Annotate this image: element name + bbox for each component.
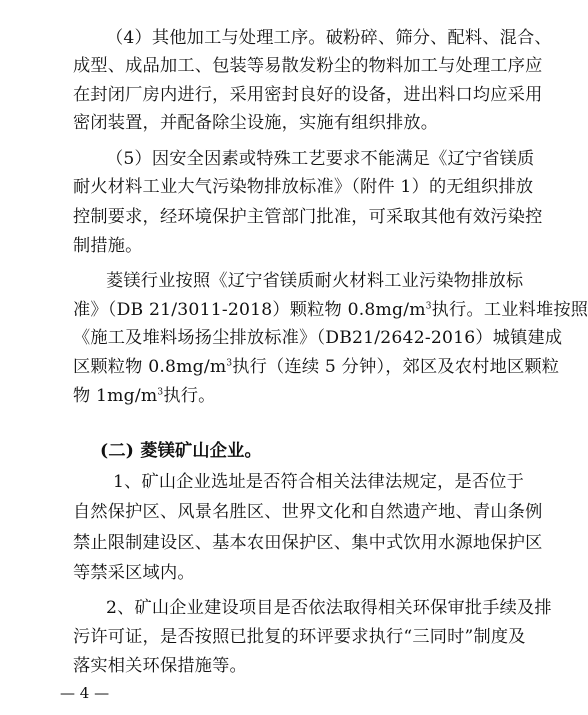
paragraph-5-line-1: （5）因安全因素或特殊工艺要求不能满足《辽宁省镁质 xyxy=(106,149,535,169)
item-1-line-2: 自然保护区、风景名胜区、世界文化和自然遗产地、青山条例 xyxy=(73,502,543,522)
paragraph-5-line-3: 控制要求，经环境保护主管部门批准，可采取其他有效污染控 xyxy=(73,207,543,227)
paragraph-5-line-4: 制措施。 xyxy=(73,236,143,256)
superscript-unit: 3 xyxy=(425,301,432,312)
line-text-a: 准》（DB 21/3011-2018）颗粒物 0.8mg/m xyxy=(73,300,426,320)
paragraph-magnesite-line-2 xyxy=(73,299,588,321)
item-1-line-3: 禁止限制建设区、基本农田保护区、集中式饮用水源地保护区 xyxy=(73,533,543,553)
paragraph-magnesite-line-5 xyxy=(73,385,216,407)
line-text-b: 执行。工业料堆按照 xyxy=(431,300,588,320)
paragraph-4-line-4: 密闭装置，并配备除尘设施，实施有组织排放。 xyxy=(73,113,439,133)
line-text-b: 执行。 xyxy=(163,386,216,406)
paragraph-4-line-2: 成型、成品加工、包装等易散发粉尘的物料加工与处理工序应 xyxy=(73,56,543,76)
superscript-unit: 3 xyxy=(157,387,164,398)
line-text-a: 区颗粒物 0.8mg/m xyxy=(73,357,227,377)
paragraph-4-line-3: 在封闭厂房内进行，采用密封良好的设备，进出料口均应采用 xyxy=(73,85,543,105)
paragraph-magnesite-line-1: 菱镁行业按照《辽宁省镁质耐火材料工业污染物排放标 xyxy=(106,271,524,291)
paragraph-5-line-2: 耐火材料工业大气污染物排放标准》（附件 1）的无组织排放 xyxy=(73,177,534,197)
line-text-b: 执行（连续 5 分钟），郊区及农村地区颗粒 xyxy=(232,357,560,377)
item-2-line-3: 落实相关环保措施等。 xyxy=(73,656,247,676)
item-1-line-1: 1、矿山企业选址是否符合相关法律法规定，是否位于 xyxy=(113,472,525,492)
section-heading: (二) 菱镁矿山企业。 xyxy=(100,441,262,461)
item-1-line-4: 等禁采区域内。 xyxy=(73,563,195,583)
line-text-a: 物 1mg/m xyxy=(73,386,158,406)
superscript-unit: 3 xyxy=(226,358,233,369)
paragraph-4-line-1: （4）其他加工与处理工序。破粉碎、筛分、配料、混合、 xyxy=(106,28,552,48)
paragraph-magnesite-line-4 xyxy=(73,356,559,378)
paragraph-magnesite-line-3: 《施工及堆料场扬尘排放标准》（DB21/2642-2016）城镇建成 xyxy=(73,328,563,348)
page-number: — 4 — xyxy=(60,684,110,702)
item-2-line-2: 污许可证，是否按照已批复的环评要求执行“三同时”制度及 xyxy=(73,627,526,647)
item-2-line-1: 2、矿山企业建设项目是否依法取得相关环保审批手续及排 xyxy=(106,598,552,618)
